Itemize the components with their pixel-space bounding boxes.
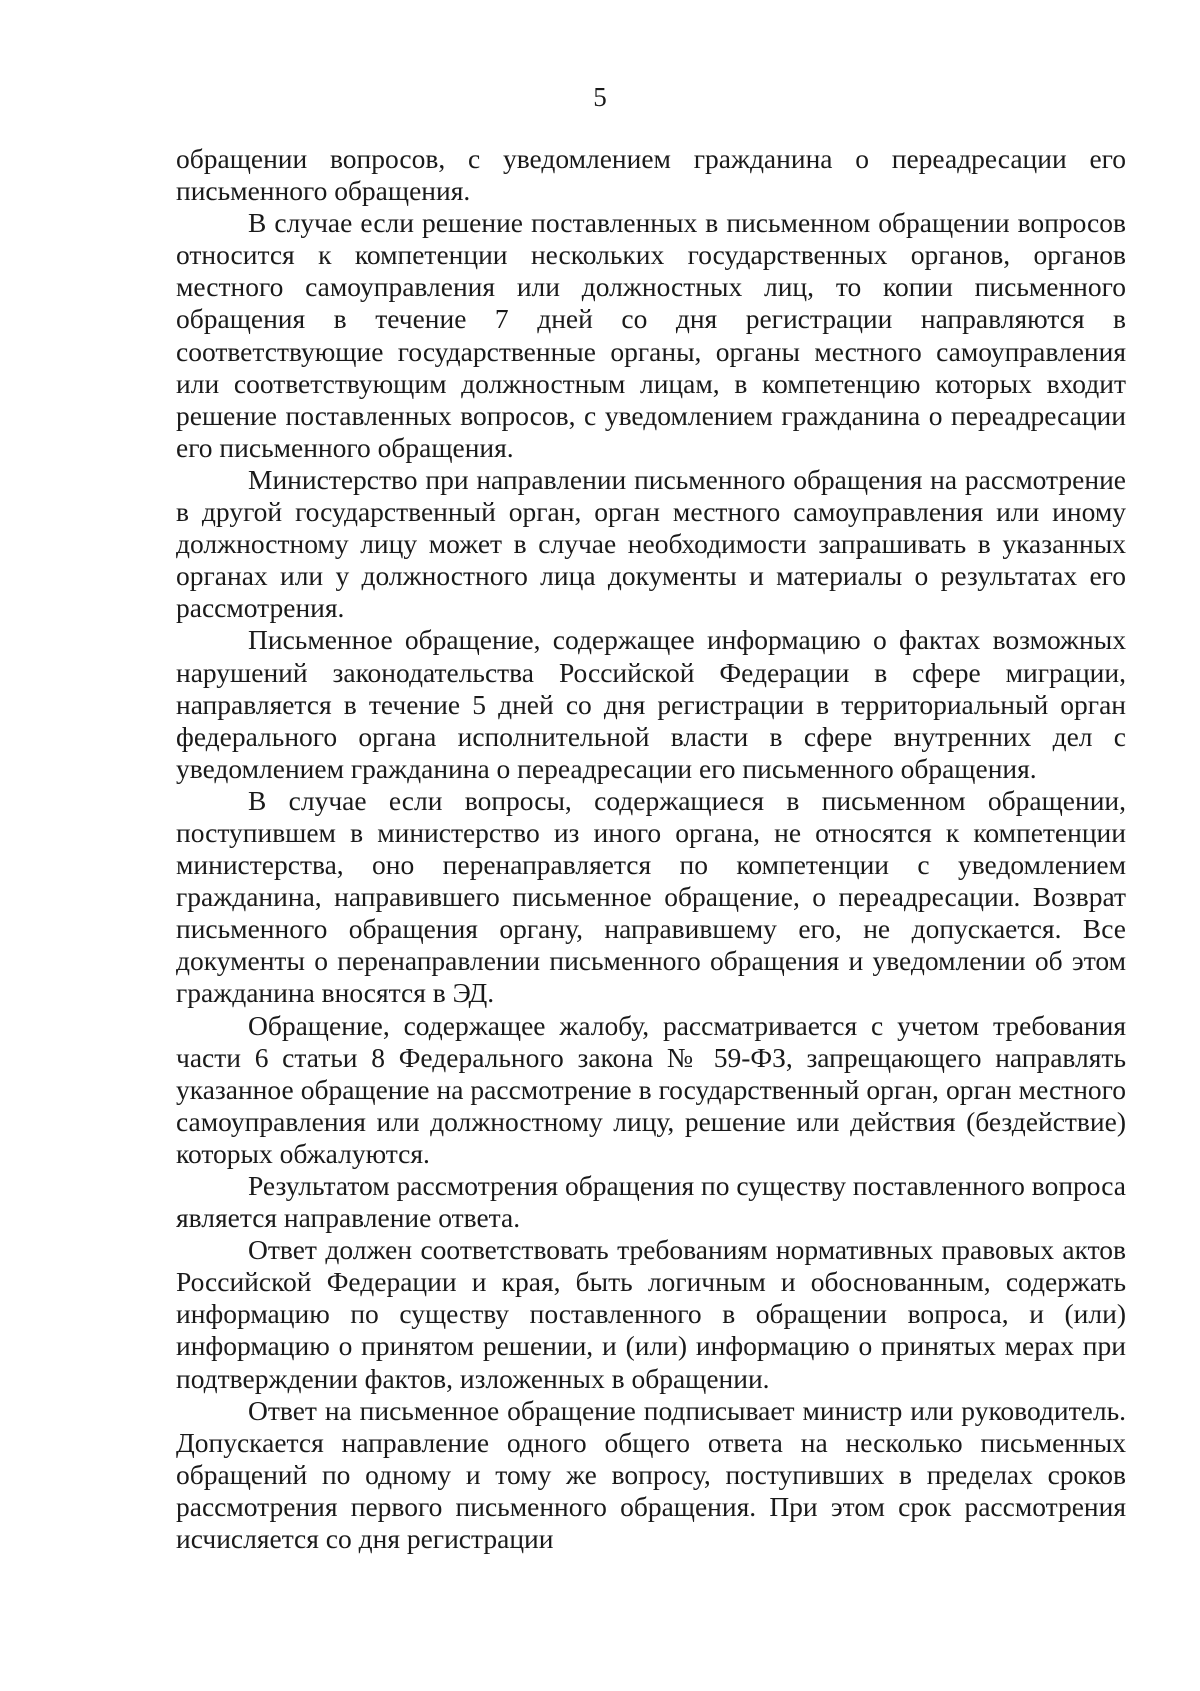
paragraph-migration-violations: Письменное обращение, содержащее информацию о фактах возможных нарушений законодательства Российской Федерации в сфере миграции, направляется в течение 5 дней со дня регистрации в территориальный орган федерального органа исполнительной власти в сфере внутренних дел с уведомлением гражданина о переадресации его письменного обращения. <box>176 624 1126 784</box>
paragraph-multiple-authorities: В случае если решение поставленных в письменном обращении вопросов относится к компетенции нескольких государственных органов, органов местного самоуправления или должностных лиц, то копии письменного обращения в течение 7 дней со дня регистрации направляются в соответствующие государственные органы, органы местного самоуправления или соответствующим должностным лицам, в компетенцию которых входит решение поставленных вопросов, с уведомлением гражданина о переадресации его письменного обращения. <box>176 207 1126 463</box>
paragraph-redirection: В случае если вопросы, содержащиеся в письменном обращении, поступившем в министерство из иного органа, не относятся к компетенции министерства, оно перенаправляется по компетенции с уведомлением гражданина, направившего письменное обращение, о переадресации. Возврат письменного обращения органу, направившему его, не допускается. Все документы о перенаправлении письменного обращения и уведомлении об этом гражданина вносятся в ЭД. <box>176 784 1126 1009</box>
paragraph-complaint: Обращение, содержащее жалобу, рассматривается с учетом требования части 6 статьи 8 Федерального закона № 59-ФЗ, запрещающего направлять указанное обращение на рассмотрение в государственный орган, орган местного самоуправления или должностному лицу, решение или действия (бездействие) которых обжалуются. <box>176 1009 1126 1169</box>
paragraph-ministry-requests: Министерство при направлении письменного обращения на рассмотрение в другой государственный орган, орган местного самоуправления или иному должностному лицу может в случае необходимости запрашивать в указанных органах или у должностного лица документы и материалы о результатах его рассмотрения. <box>176 463 1126 624</box>
paragraph-continuation: обращении вопросов, с уведомлением гражданина о переадресации его письменного обращения. <box>176 143 1126 207</box>
paragraph-result: Результатом рассмотрения обращения по существу поставленного вопроса является направление ответа. <box>176 1170 1126 1234</box>
paragraph-answer-requirements: Ответ должен соответствовать требованиям нормативных правовых актов Российской Федерации и края, быть логичным и обоснованным, содержать информацию по существу поставленного в обращении вопроса, и (или) информацию о принятом решении, и (или) информацию о принятых мерах при подтверждении фактов, изложенных в обращении. <box>176 1234 1126 1394</box>
page-number: 5 <box>593 82 607 112</box>
paragraph-answer-signing: Ответ на письменное обращение подписывает министр или руководитель. Допускается направление одного общего ответа на несколько письменных обращений по одному и тому же вопросу, поступивших в пределах сроков рассмотрения первого письменного обращения. При этом срок рассмотрения исчисляется со дня регистрации <box>176 1394 1126 1555</box>
body-text <box>176 143 1126 1555</box>
